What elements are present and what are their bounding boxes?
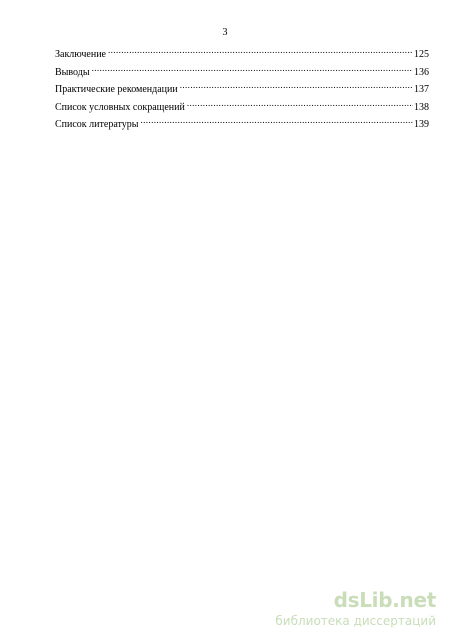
toc-entry-abbreviations <box>55 98 429 116</box>
toc-entry-page: 138 <box>414 101 429 113</box>
toc-entry-recommendations <box>55 80 429 98</box>
toc-dot-leader <box>92 63 413 75</box>
toc-dot-leader <box>140 115 413 127</box>
toc-entry-title: Выводы <box>55 66 90 78</box>
toc-entry-conclusion <box>55 45 429 63</box>
toc-entry-page: 139 <box>414 119 429 130</box>
toc-entry-references <box>55 115 429 133</box>
watermark <box>275 589 436 629</box>
toc-entry-page: 136 <box>414 66 429 78</box>
toc-entry-title: Практические рекомендации <box>55 84 178 95</box>
toc-dot-leader <box>180 80 413 92</box>
toc-entry-findings <box>55 63 429 81</box>
watermark-tagline: библиотека диссертаций <box>275 614 436 628</box>
toc-dot-leader <box>108 45 413 57</box>
toc-entry-title: Список условных сокращений <box>55 101 185 113</box>
toc-entry-page: 137 <box>414 84 429 95</box>
watermark-logo: dsLib.net <box>333 588 436 612</box>
table-of-contents <box>55 45 429 133</box>
toc-dot-leader <box>187 98 413 110</box>
toc-entry-title: Список литературы <box>55 119 139 130</box>
toc-entry-title: Заключение <box>55 49 106 60</box>
page-number: 3 <box>222 27 228 38</box>
toc-entry-page: 125 <box>414 49 429 60</box>
